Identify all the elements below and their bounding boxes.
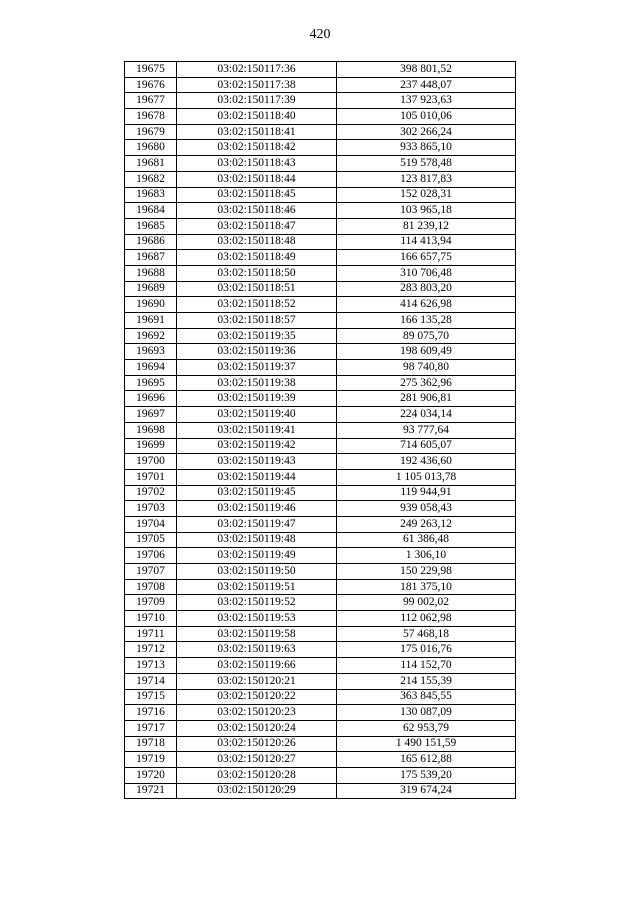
table-row: [125, 485, 516, 501]
page-number: 420: [309, 27, 331, 42]
table-row: [125, 689, 516, 705]
cadastral-number-cell: 03:02:150118:40: [177, 109, 337, 125]
cadastral-number-cell: 03:02:150120:21: [177, 673, 337, 689]
value-amount-cell: 519 578,48: [337, 156, 516, 172]
row-number-cell: 19700: [125, 454, 177, 470]
cadastral-number-cell: 03:02:150118:44: [177, 171, 337, 187]
row-number-cell: 19702: [125, 485, 177, 501]
cadastral-number-cell: 03:02:150119:36: [177, 344, 337, 360]
value-amount-cell: 363 845,55: [337, 689, 516, 705]
cadastral-number-cell: 03:02:150118:45: [177, 187, 337, 203]
table-row: [125, 265, 516, 281]
table-row: [125, 360, 516, 376]
value-amount-cell: 105 010,06: [337, 109, 516, 125]
table-row: [125, 281, 516, 297]
value-amount-cell: 152 028,31: [337, 187, 516, 203]
cadastral-number-cell: 03:02:150119:39: [177, 391, 337, 407]
cadastral-number-cell: 03:02:150118:48: [177, 234, 337, 250]
row-number-cell: 19715: [125, 689, 177, 705]
table-row: [125, 344, 516, 360]
value-amount-cell: 281 906,81: [337, 391, 516, 407]
table-row: [125, 250, 516, 266]
value-amount-cell: 99 002,02: [337, 595, 516, 611]
row-number-cell: 19697: [125, 407, 177, 423]
row-number-cell: 19675: [125, 62, 177, 78]
cadastral-number-cell: 03:02:150118:41: [177, 124, 337, 140]
cadastral-number-cell: 03:02:150120:22: [177, 689, 337, 705]
value-amount-cell: 939 058,43: [337, 501, 516, 517]
cadastral-value-table: [124, 61, 516, 799]
cadastral-number-cell: 03:02:150119:35: [177, 328, 337, 344]
row-number-cell: 19681: [125, 156, 177, 172]
value-amount-cell: 283 803,20: [337, 281, 516, 297]
table-row: [125, 422, 516, 438]
row-number-cell: 19688: [125, 265, 177, 281]
cadastral-number-cell: 03:02:150117:38: [177, 77, 337, 93]
row-number-cell: 19716: [125, 705, 177, 721]
row-number-cell: 19683: [125, 187, 177, 203]
row-number-cell: 19698: [125, 422, 177, 438]
table-row: [125, 579, 516, 595]
row-number-cell: 19708: [125, 579, 177, 595]
cadastral-number-cell: 03:02:150119:45: [177, 485, 337, 501]
cadastral-number-cell: 03:02:150119:48: [177, 532, 337, 548]
cadastral-number-cell: 03:02:150117:39: [177, 93, 337, 109]
table-row: [125, 93, 516, 109]
table-row: [125, 438, 516, 454]
cadastral-number-cell: 03:02:150119:44: [177, 469, 337, 485]
table-row: [125, 642, 516, 658]
row-number-cell: 19699: [125, 438, 177, 454]
table-row: [125, 203, 516, 219]
value-amount-cell: 224 034,14: [337, 407, 516, 423]
table-row: [125, 673, 516, 689]
table-row: [125, 124, 516, 140]
cadastral-number-cell: 03:02:150118:52: [177, 297, 337, 313]
cadastral-number-cell: 03:02:150119:52: [177, 595, 337, 611]
table-row: [125, 767, 516, 783]
value-amount-cell: 123 817,83: [337, 171, 516, 187]
value-amount-cell: 275 362,96: [337, 375, 516, 391]
row-number-cell: 19713: [125, 658, 177, 674]
table-row: [125, 736, 516, 752]
cadastral-number-cell: 03:02:150119:42: [177, 438, 337, 454]
table-row: [125, 564, 516, 580]
table-row: [125, 375, 516, 391]
value-amount-cell: 319 674,24: [337, 783, 516, 799]
table-row: [125, 62, 516, 78]
table-row: [125, 548, 516, 564]
row-number-cell: 19685: [125, 218, 177, 234]
table-row: [125, 328, 516, 344]
row-number-cell: 19686: [125, 234, 177, 250]
value-amount-cell: 130 087,09: [337, 705, 516, 721]
table-row: [125, 705, 516, 721]
value-amount-cell: 198 609,49: [337, 344, 516, 360]
cadastral-number-cell: 03:02:150119:43: [177, 454, 337, 470]
value-amount-cell: 62 953,79: [337, 720, 516, 736]
cadastral-number-cell: 03:02:150120:23: [177, 705, 337, 721]
value-amount-cell: 414 626,98: [337, 297, 516, 313]
value-amount-cell: 103 965,18: [337, 203, 516, 219]
value-amount-cell: 1 105 013,78: [337, 469, 516, 485]
value-amount-cell: 249 263,12: [337, 516, 516, 532]
value-amount-cell: 714 605,07: [337, 438, 516, 454]
table-row: [125, 454, 516, 470]
row-number-cell: 19677: [125, 93, 177, 109]
value-amount-cell: 98 740,80: [337, 360, 516, 376]
cadastral-number-cell: 03:02:150118:42: [177, 140, 337, 156]
value-amount-cell: 119 944,91: [337, 485, 516, 501]
row-number-cell: 19712: [125, 642, 177, 658]
row-number-cell: 19687: [125, 250, 177, 266]
value-amount-cell: 137 923,63: [337, 93, 516, 109]
row-number-cell: 19696: [125, 391, 177, 407]
value-amount-cell: 192 436,60: [337, 454, 516, 470]
value-amount-cell: 81 239,12: [337, 218, 516, 234]
row-number-cell: 19720: [125, 767, 177, 783]
table-row: [125, 501, 516, 517]
value-amount-cell: 112 062,98: [337, 611, 516, 627]
value-amount-cell: 310 706,48: [337, 265, 516, 281]
row-number-cell: 19703: [125, 501, 177, 517]
table-row: [125, 171, 516, 187]
cadastral-number-cell: 03:02:150118:50: [177, 265, 337, 281]
cadastral-number-cell: 03:02:150119:51: [177, 579, 337, 595]
cadastral-number-cell: 03:02:150119:46: [177, 501, 337, 517]
row-number-cell: 19682: [125, 171, 177, 187]
cadastral-number-cell: 03:02:150119:38: [177, 375, 337, 391]
row-number-cell: 19692: [125, 328, 177, 344]
row-number-cell: 19701: [125, 469, 177, 485]
value-amount-cell: 114 413,94: [337, 234, 516, 250]
cadastral-number-cell: 03:02:150119:58: [177, 626, 337, 642]
cadastral-number-cell: 03:02:150120:28: [177, 767, 337, 783]
row-number-cell: 19690: [125, 297, 177, 313]
row-number-cell: 19710: [125, 611, 177, 627]
cadastral-number-cell: 03:02:150119:41: [177, 422, 337, 438]
table-row: [125, 297, 516, 313]
value-amount-cell: 166 135,28: [337, 313, 516, 329]
cadastral-number-cell: 03:02:150119:37: [177, 360, 337, 376]
cadastral-number-cell: 03:02:150120:26: [177, 736, 337, 752]
row-number-cell: 19676: [125, 77, 177, 93]
value-amount-cell: 302 266,24: [337, 124, 516, 140]
cadastral-number-cell: 03:02:150117:36: [177, 62, 337, 78]
value-amount-cell: 237 448,07: [337, 77, 516, 93]
row-number-cell: 19721: [125, 783, 177, 799]
table-row: [125, 156, 516, 172]
value-amount-cell: 165 612,88: [337, 752, 516, 768]
cadastral-number-cell: 03:02:150118:46: [177, 203, 337, 219]
row-number-cell: 19714: [125, 673, 177, 689]
cadastral-number-cell: 03:02:150118:47: [177, 218, 337, 234]
table-row: [125, 720, 516, 736]
row-number-cell: 19679: [125, 124, 177, 140]
row-number-cell: 19693: [125, 344, 177, 360]
table-row: [125, 140, 516, 156]
row-number-cell: 19706: [125, 548, 177, 564]
value-amount-cell: 89 075,70: [337, 328, 516, 344]
cadastral-number-cell: 03:02:150120:24: [177, 720, 337, 736]
value-amount-cell: 933 865,10: [337, 140, 516, 156]
table-row: [125, 234, 516, 250]
cadastral-number-cell: 03:02:150119:53: [177, 611, 337, 627]
table-row: [125, 77, 516, 93]
value-amount-cell: 181 375,10: [337, 579, 516, 595]
table-row: [125, 218, 516, 234]
cadastral-number-cell: 03:02:150119:63: [177, 642, 337, 658]
row-number-cell: 19680: [125, 140, 177, 156]
value-amount-cell: 214 155,39: [337, 673, 516, 689]
table-row: [125, 611, 516, 627]
row-number-cell: 19694: [125, 360, 177, 376]
row-number-cell: 19678: [125, 109, 177, 125]
cadastral-number-cell: 03:02:150118:49: [177, 250, 337, 266]
value-amount-cell: 398 801,52: [337, 62, 516, 78]
table-row: [125, 109, 516, 125]
cadastral-number-cell: 03:02:150118:57: [177, 313, 337, 329]
value-amount-cell: 93 777,64: [337, 422, 516, 438]
row-number-cell: 19691: [125, 313, 177, 329]
cadastral-number-cell: 03:02:150120:27: [177, 752, 337, 768]
table-row: [125, 187, 516, 203]
table-row: [125, 626, 516, 642]
row-number-cell: 19705: [125, 532, 177, 548]
value-amount-cell: 1 306,10: [337, 548, 516, 564]
row-number-cell: 19719: [125, 752, 177, 768]
table-row: [125, 595, 516, 611]
row-number-cell: 19711: [125, 626, 177, 642]
value-amount-cell: 1 490 151,59: [337, 736, 516, 752]
table-row: [125, 391, 516, 407]
cadastral-number-cell: 03:02:150118:43: [177, 156, 337, 172]
table-row: [125, 532, 516, 548]
cadastral-number-cell: 03:02:150119:50: [177, 564, 337, 580]
value-amount-cell: 175 539,20: [337, 767, 516, 783]
value-amount-cell: 61 386,48: [337, 532, 516, 548]
row-number-cell: 19717: [125, 720, 177, 736]
table-row: [125, 313, 516, 329]
value-amount-cell: 150 229,98: [337, 564, 516, 580]
row-number-cell: 19695: [125, 375, 177, 391]
value-amount-cell: 175 016,76: [337, 642, 516, 658]
table-row: [125, 658, 516, 674]
row-number-cell: 19704: [125, 516, 177, 532]
row-number-cell: 19689: [125, 281, 177, 297]
cadastral-number-cell: 03:02:150119:66: [177, 658, 337, 674]
row-number-cell: 19707: [125, 564, 177, 580]
cadastral-number-cell: 03:02:150119:40: [177, 407, 337, 423]
cadastral-number-cell: 03:02:150120:29: [177, 783, 337, 799]
value-amount-cell: 57 468,18: [337, 626, 516, 642]
value-amount-cell: 166 657,75: [337, 250, 516, 266]
cadastral-number-cell: 03:02:150119:47: [177, 516, 337, 532]
cadastral-number-cell: 03:02:150118:51: [177, 281, 337, 297]
row-number-cell: 19718: [125, 736, 177, 752]
table-row: [125, 516, 516, 532]
row-number-cell: 19684: [125, 203, 177, 219]
table-body: [125, 62, 516, 799]
table-row: [125, 469, 516, 485]
table-row: [125, 407, 516, 423]
row-number-cell: 19709: [125, 595, 177, 611]
table-row: [125, 752, 516, 768]
table-row: [125, 783, 516, 799]
cadastral-number-cell: 03:02:150119:49: [177, 548, 337, 564]
value-amount-cell: 114 152,70: [337, 658, 516, 674]
